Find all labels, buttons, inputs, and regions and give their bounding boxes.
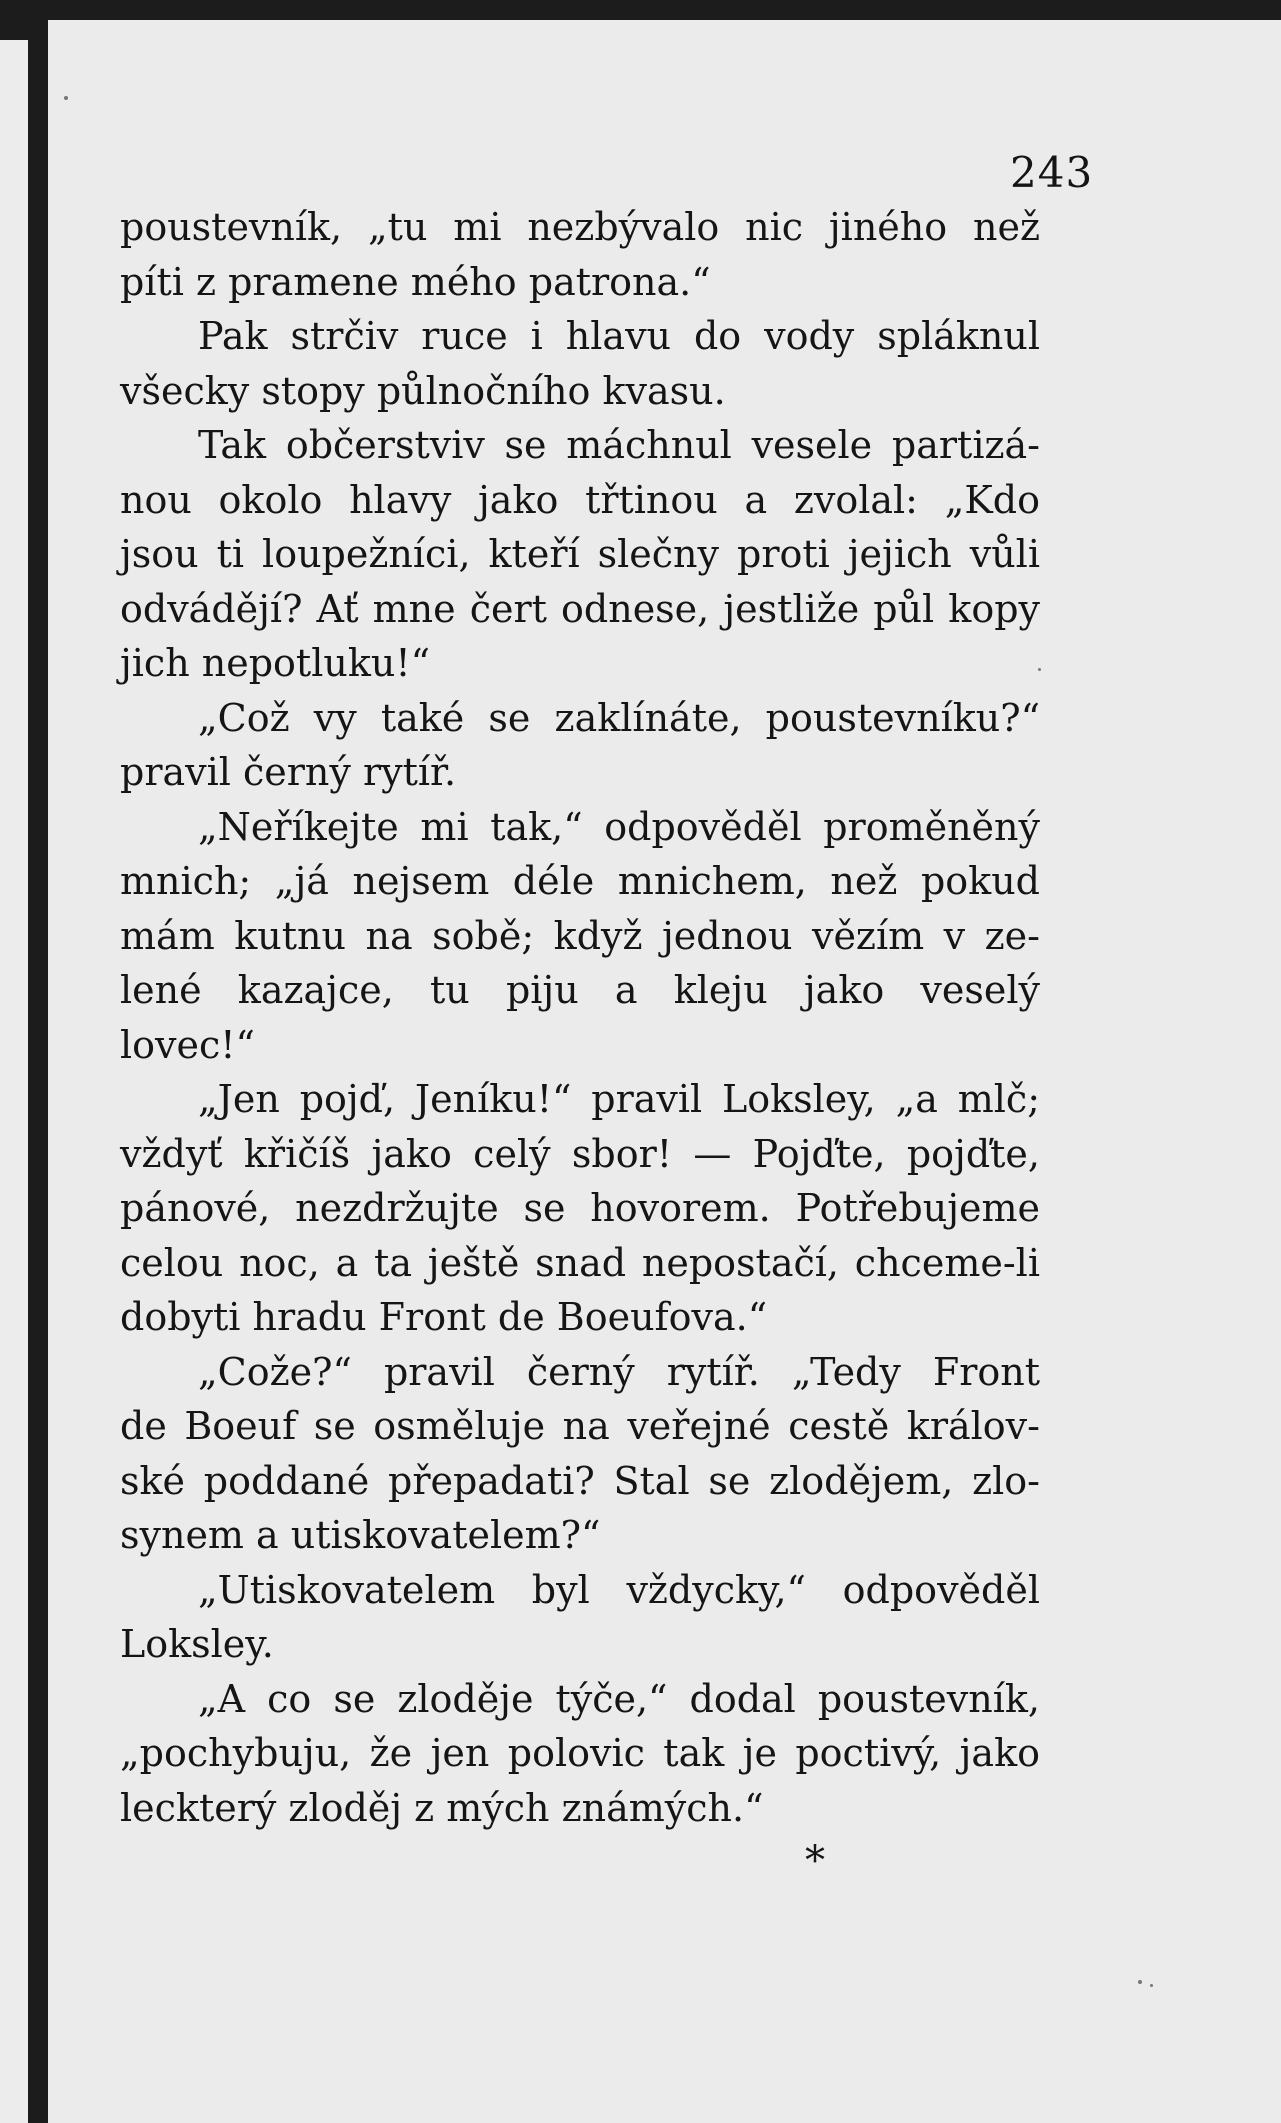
text-line: vždyť křičíš jako celý sbor! — Pojďte, pojďte, [120, 1131, 1040, 1176]
dust-speck [64, 96, 68, 100]
text-line: lené kazajce, tu piju a kleju jako veselý [120, 968, 1040, 1012]
text-line: „Neříkejte mi tak,“ odpověděl proměněný [198, 804, 1040, 849]
text-line: celou noc, a ta ještě snad nepostačí, chceme-li [120, 1240, 1040, 1285]
text-line: pánové, nezdržujte se hovorem. Potřebujeme [120, 1186, 1040, 1230]
text-line: Tak občerstviv se máchnul vesele partizá- [198, 423, 1040, 467]
dust-speck [1150, 1984, 1153, 1987]
previous-page-edge [0, 40, 28, 2123]
text-line: dobyti hradu Front de Boeufova.“ [120, 1295, 768, 1339]
body-text [120, 200, 1040, 1835]
text-line: odvádějí? Ať mne čert odnese, jestliže půl kopy [120, 586, 1040, 631]
text-line: všecky stopy půlnočního kvasu. [120, 368, 726, 413]
text-line: jsou ti loupežníci, kteří slečny proti jejich vůli [120, 532, 1040, 576]
dust-speck [1138, 1980, 1142, 1984]
section-end-asterisk: * [805, 1838, 825, 1884]
text-line: poustevník, „tu mi nezbývalo nic jiného než [120, 205, 1040, 249]
text-line: „Utiskovatelem byl vždycky,“ odpověděl [198, 1567, 1040, 1612]
text-line: pravil černý rytíř. [120, 750, 457, 794]
text-line: de Boeuf se osměluje na veřejné cestě králov- [120, 1404, 1040, 1448]
text-line: Loksley. [120, 1622, 274, 1666]
text-line: jich nepotluku!“ [120, 641, 431, 685]
page-number: 243 [1010, 148, 1094, 197]
text-line: ské poddané přepadati? Stal se zlodějem, zlo- [120, 1458, 1040, 1503]
text-line: synem a utiskovatelem?“ [120, 1513, 601, 1557]
text-line: lovec!“ [120, 1022, 255, 1067]
text-line: mám kutnu na sobě; když jednou vězím v ze- [120, 913, 1040, 958]
text-line: mnich; „já nejsem déle mnichem, než pokud [120, 859, 1040, 903]
text-line: Pak strčiv ruce i hlavu do vody spláknul [198, 314, 1040, 358]
text-line: „Cože?“ pravil černý rytíř. „Tedy Front [198, 1349, 1040, 1394]
text-line: leckterý zloděj z mých známých.“ [120, 1785, 764, 1830]
text-line: „Což vy také se zaklínáte, poustevníku?“ [198, 695, 1040, 740]
dust-speck [1038, 668, 1041, 671]
text-line: píti z pramene mého patrona.“ [120, 259, 711, 304]
text-line: „Jen pojď, Jeníku!“ pravil Loksley, „a mlč; [198, 1077, 1040, 1121]
text-line: nou okolo hlavy jako třtinou a zvolal: „Kdo [120, 477, 1040, 522]
text-line: „pochybuju, že jen polovic tak je poctivý, jako [120, 1731, 1040, 1775]
text-line: „A co se zloděje týče,“ dodal poustevník, [198, 1676, 1040, 1721]
